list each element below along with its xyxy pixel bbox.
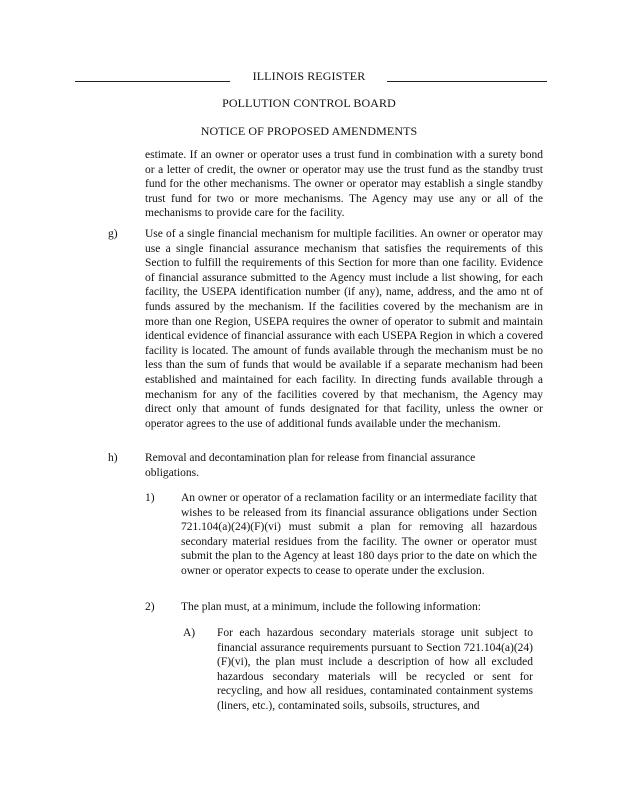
paragraph-2-text: The plan must, at a minimum, include the following information: bbox=[181, 601, 481, 613]
subparagraph-a-text: For each hazardous secondary materials storage unit subject to financial assurance requirements pursuant to Section 721.104(a)(24)(F)(vi), the plan must include a description of how all excluded hazardous secondary materials will be recycled or sent for recycling, and how all residues, contaminated containment systems (liners, etc.), contaminated soils, subsoils, structures, and bbox=[217, 627, 533, 712]
subsection-g-text: Use of a single financial mechanism for multiple facilities. An owner or operator may use a single financial assurance mechanism that satisfies the requirements of this Section to fulfill the requirements of this Section for more than one facility. Evidence of financial assurance submitted to the Agency must include a list showing, for each facility, the USEPA identification number (if any), name, address, and the amo nt of funds assured by the mechanism. If the facilities covered by the mechanism are in more than one Region, USEPA requires the owner of operator to submit and maintain identical evidence of financial assurance with each USEPA Region in which a covered facility is located. The amount of funds available through the mechanism must be no less than the sum of funds that would be available if a separate mechanism had been established and maintained for each facility. In directing funds available through a mechanism for any of the facilities covered by that mechanism, the Agency may direct only that amount of funds designated for that facility, unless the owner or operator agrees to the use of additional funds available under the mechanism. bbox=[145, 228, 543, 430]
subsection-g-marker: g) bbox=[108, 228, 118, 240]
continuation-paragraph: estimate. If an owner or operator uses a trust fund in combination with a surety bond or a letter of credit, the owner or operator may use the trust fund as the standby trust fund for the other mechanisms. The owner or operator may establish a single standby trust fund for two or more mechanisms. The Agency may use any or all of the mechanisms to provide care for the facility. bbox=[145, 149, 543, 220]
subsection-h-text: Removal and decontamination plan for release from financial assurance obligations. bbox=[145, 452, 476, 479]
paragraph-1-text: An owner or operator of a reclamation facility or an intermediate facility that wishes to be released from its financial assurance obligations under Section 721.104(a)(24)(F)(vi) must submit a plan for removing all hazardous secondary material residues from the facility. The owner or operator must submit the plan to the Agency at least 180 days prior to the date on which the owner or operator expects to cease to operate under the exclusion. bbox=[181, 492, 537, 577]
board-title: POLLUTION CONTROL BOARD bbox=[222, 96, 396, 110]
subparagraph-a-marker: A) bbox=[183, 627, 196, 639]
paragraph-1-marker: 1) bbox=[145, 492, 155, 504]
subsection-h-marker: h) bbox=[108, 452, 118, 464]
paragraph-2-marker: 2) bbox=[145, 601, 155, 613]
register-title: ILLINOIS REGISTER bbox=[252, 69, 366, 83]
notice-title: NOTICE OF PROPOSED AMENDMENTS bbox=[200, 124, 418, 138]
